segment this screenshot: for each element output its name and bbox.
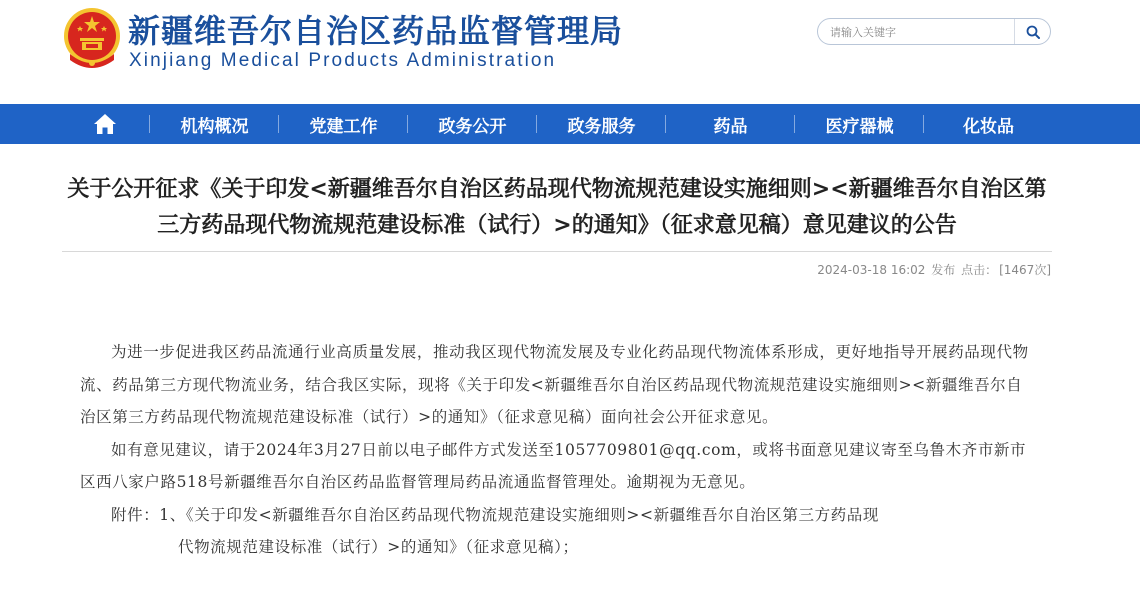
publish-datetime: 2024-03-18 16:02 xyxy=(817,263,926,277)
site-title-english: Xinjiang Medical Products Administration xyxy=(129,50,557,71)
nav-item-party[interactable]: 党建工作 xyxy=(279,104,408,144)
site-header xyxy=(0,0,1140,104)
publish-label: 发布 xyxy=(931,263,956,277)
national-emblem-icon[interactable] xyxy=(62,6,122,70)
nav-item-devices[interactable]: 医疗器械 xyxy=(795,104,924,144)
article-meta xyxy=(815,261,1051,278)
search-icon xyxy=(1026,25,1040,39)
article-body xyxy=(80,336,1030,564)
home-icon xyxy=(93,113,117,135)
nav-item-about[interactable]: 机构概况 xyxy=(150,104,279,144)
paragraph: 为进一步促进我区药品流通行业高质量发展，推动我区现代物流发展及专业化药品现代物流体系形成，更好地指导开展药品现代物流、药品第三方现代物流业务，结合我区实际，现将《关于印发<新疆维吾尔自治区药品现代物流规范建设实施细则><新疆维吾尔自治区第三方药品现代物流规范建设标准（试行）>的通知》（征求意见稿）面向社会公开征求意见。 xyxy=(80,343,1029,426)
title-divider xyxy=(62,251,1052,252)
search-button[interactable] xyxy=(1014,19,1050,44)
nav-item-gov-service[interactable]: 政务服务 xyxy=(537,104,666,144)
paragraph: 如有意见建议，请于2024年3月27日前以电子邮件方式发送至1057709801@qq.com，或将书面意见建议寄至乌鲁木齐市新市区西八家户路518号新疆维吾尔自治区药品监督管理局药品流通监督管理处。逾期视为无意见。 xyxy=(80,440,1027,491)
click-count: [1467次] xyxy=(999,263,1051,277)
article-title: 关于公开征求《关于印发<新疆维吾尔自治区药品现代物流规范建设实施细则><新疆维吾尔自治区第三方药品现代物流规范建设标准（试行）>的通知》（征求意见稿）意见建议的公告 xyxy=(67,177,1047,238)
main-nav xyxy=(0,104,1140,144)
nav-item-drugs[interactable]: 药品 xyxy=(666,104,795,144)
nav-item-gov-info[interactable]: 政务公开 xyxy=(408,104,537,144)
site-title-chinese[interactable]: 新疆维吾尔自治区药品监督管理局 xyxy=(128,12,624,50)
search-box xyxy=(817,18,1051,45)
attachment-link-continuation[interactable]: 代物流规范建设标准（试行）>的通知》（征求意见稿）； xyxy=(178,538,579,556)
search-input[interactable] xyxy=(830,23,1010,41)
attachment-link[interactable]: 附件：1、《关于印发<新疆维吾尔自治区药品现代物流规范建设实施细则><新疆维吾尔自治区第三方药品现 xyxy=(111,505,879,524)
nav-item-cosmetics[interactable]: 化妆品 xyxy=(963,116,1014,137)
clicks-label: 点击： xyxy=(961,263,998,277)
nav-home[interactable] xyxy=(60,104,150,144)
